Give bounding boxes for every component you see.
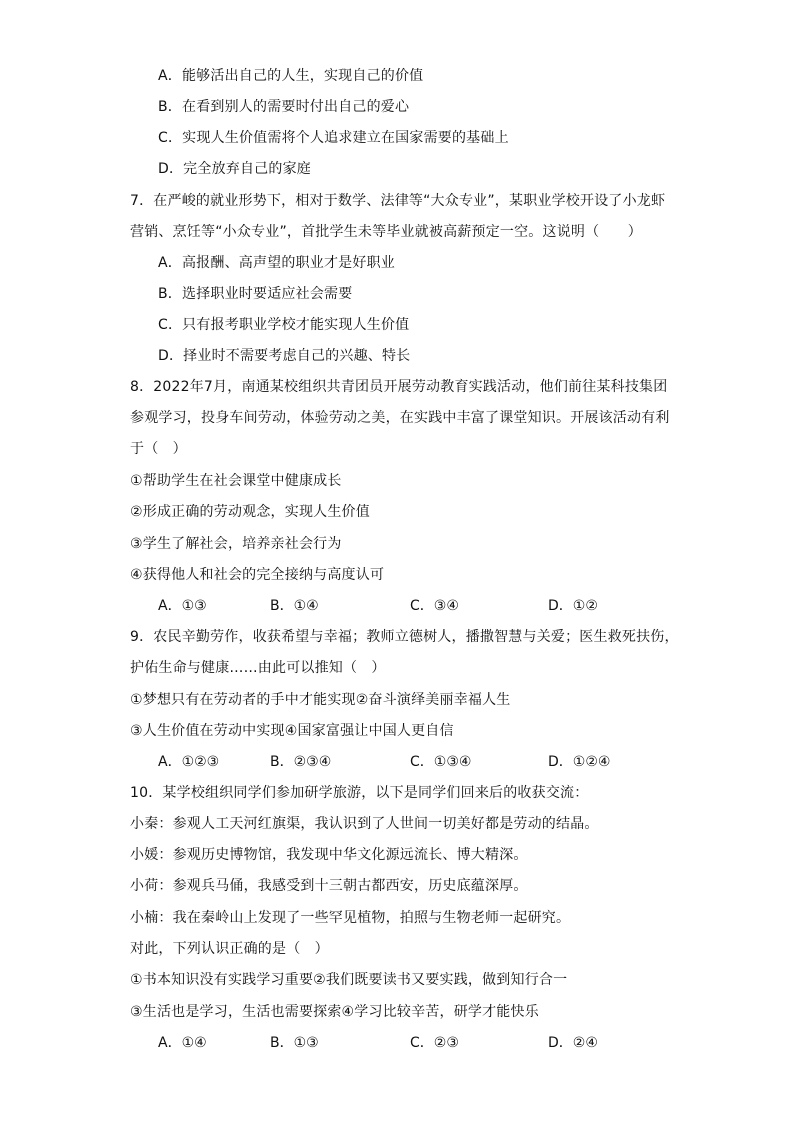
q9-choice-d: D．①②④ xyxy=(548,754,611,770)
q7-option-c: C．只有报考职业学校才能实现人生价值 xyxy=(158,317,410,333)
q8-statement-1: ①帮助学生在社会课堂中健康成长 xyxy=(130,473,342,489)
q9-choice-a: A．①②③ xyxy=(158,754,220,770)
q8-stem-line-3: 于（ ） xyxy=(130,441,187,457)
q8-choice-d: D．①② xyxy=(548,598,598,614)
q10-dialogue-2: 小媛：参观历史博物馆，我发现中华文化源远流长、博大精深。 xyxy=(130,847,528,863)
q9-stem-line-1: 9．农民辛勤劳作，收获希望与幸福；教师立德树人，播撒智慧与关爱；医生救死扶伤， xyxy=(130,629,679,645)
q8-stem-line-1: 8．2022年7月，南通某校组织共青团员开展劳动教育实践活动，他们前往某科技集团 xyxy=(130,379,668,395)
q8-statement-3: ③学生了解社会，培养亲社会行为 xyxy=(130,536,342,552)
q9-choice-c: C．①③④ xyxy=(410,754,472,770)
q8-choice-b: B．①④ xyxy=(270,598,319,614)
q10-dialogue-3: 小荷：参观兵马俑，我感受到十三朝古都西安，历史底蕴深厚。 xyxy=(130,878,528,894)
q9-statement-line-1: ①梦想只有在劳动者的手中才能实现②奋斗演绎美丽幸福人生 xyxy=(130,692,511,708)
q7-option-d: D．择业时不需要考虑自己的兴趣、特长 xyxy=(158,348,411,364)
q10-prompt: 对此，下列认识正确的是（ ） xyxy=(130,941,329,957)
q6-option-a: A．能够活出自己的人生，实现自己的价值 xyxy=(158,68,424,84)
q8-statement-4: ④获得他人和社会的完全接纳与高度认可 xyxy=(130,567,385,583)
q10-choice-a: A．①④ xyxy=(158,1035,207,1051)
q10-statement-line-2: ③生活也是学习，生活也需要探索④学习比较辛苦，研学才能快乐 xyxy=(130,1004,539,1020)
q8-stem-line-2: 参观学习，投身车间劳动，体验劳动之美，在实践中丰富了课堂知识。开展该活动有利 xyxy=(130,410,670,426)
q10-stem: 10．某学校组织同学们参加研学旅游，以下是同学们回来后的收获交流： xyxy=(130,785,589,801)
q7-option-a: A．高报酬、高声望的职业才是好职业 xyxy=(158,255,395,271)
q10-dialogue-1: 小秦：参观人工天河红旗渠，我认识到了人世间一切美好都是劳动的结晶。 xyxy=(130,816,599,832)
q6-option-d: D．完全放弃自己的家庭 xyxy=(158,161,311,177)
q8-choice-a: A．①③ xyxy=(158,598,207,614)
q9-statement-line-2: ③人生价值在劳动中实现④国家富强让中国人更自信 xyxy=(130,723,454,739)
q6-option-c: C．实现人生价值需将个人追求建立在国家需要的基础上 xyxy=(158,130,509,146)
q10-choice-b: B．①③ xyxy=(270,1035,319,1051)
q7-option-b: B．选择职业时要适应社会需要 xyxy=(158,286,353,302)
q7-stem-line-2: 营销、烹饪等“小众专业”，首批学生未等毕业就被高薪预定一空。这说明（ ） xyxy=(130,224,642,240)
q10-choice-c: C．②③ xyxy=(410,1035,459,1051)
q7-stem-line-1: 7．在严峻的就业形势下，相对于数学、法律等“大众专业”，某职业学校开设了小龙虾 xyxy=(130,193,666,209)
q9-choice-b: B．②③④ xyxy=(270,754,332,770)
q9-stem-line-2: 护佑生命与健康……由此可以推知（ ） xyxy=(130,660,386,676)
q8-statement-2: ②形成正确的劳动观念，实现人生价值 xyxy=(130,504,370,520)
q10-statement-line-1: ①书本知识没有实践学习重要②我们既要读书又要实践，做到知行合一 xyxy=(130,972,568,988)
q8-choice-c: C．③④ xyxy=(410,598,459,614)
q10-choice-d: D．②④ xyxy=(548,1035,598,1051)
q6-option-b: B．在看到别人的需要时付出自己的爱心 xyxy=(158,99,410,115)
q10-dialogue-4: 小楠：我在秦岭山上发现了一些罕见植物，拍照与生物老师一起研究。 xyxy=(130,910,571,926)
